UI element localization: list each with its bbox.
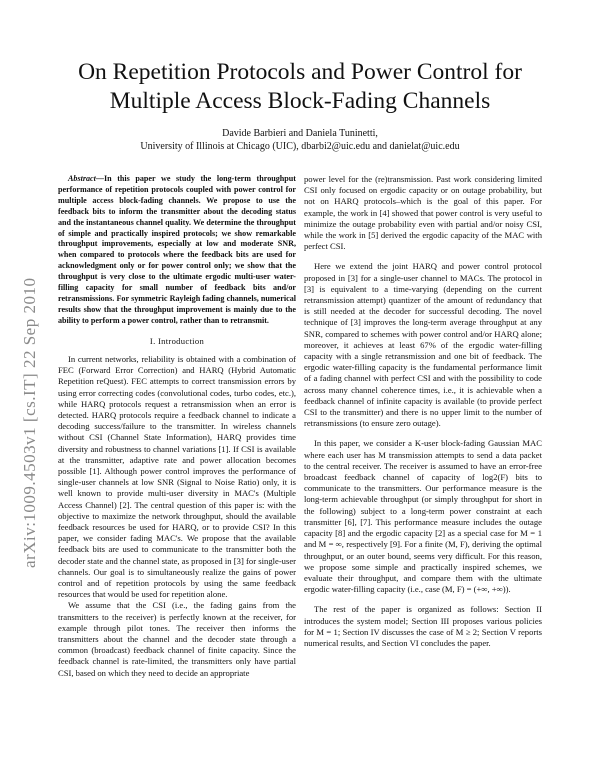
title-line-1: On Repetition Protocols and Power Control for: [78, 59, 522, 85]
section-heading: I. Introduction: [149, 335, 205, 346]
paper-title: [40, 58, 560, 116]
affiliation: University of Illinois at Chicago (UIC), dbarbi2@uic.edu and danielat@uic.edu: [140, 141, 460, 152]
left-column: [58, 174, 296, 679]
abstract-label: Abstract: [68, 174, 96, 183]
author-block: [40, 127, 560, 153]
left-paragraph-2: We assume that the CSI (i.e., the fading gains from the transmitters to the receiver) is perfectly known at the receiver, for example through pilot tones. The receiver then informs the transmitters about the channel and the decoder state through a common (broadcast) feedback channel of finite capacity. Since the feedback channel is rate-limited, the transmitters only have partial CSI, based on which they need to decide an appropriate: [58, 600, 296, 678]
left-paragraph-1: In current networks, reliability is obtained with a combination of FEC (Forward Error Correction) and HARQ (Hybrid Automatic Repetition reQuest). FEC attempts to correct transmission errors by using error correcting codes (convolutional codes, turbo codes, etc.), while HARQ protocols request a retransmission when an error is detected. HARQ protocols require a feedback channel to indicate a decoding success/failure to the transmitter. In wireless channels without CSI (Channel State Information), HARQ provides time diversity and robustness to channel variations [1]. If CSI is available at the transmitter, adaptive rate and power allocation becomes possible [1]. Although power control improves the performance of single-user channels at low SNR (Signal to Noise Ratio) only, it is well known to provide multi-user diversity in MAC's (Multiple Access Channel) [2]. The central question of this paper is: with the objective to maximize the network throughput, should the available feedback resources be used for HARQ, or to provide CSI? In this paper, we consider fading MAC's. We propose that the available feedback bits are used to communicate to the transmitter both the decoder state and the channel state, as proposed in [3] for single-user channels. Our goal is to simultaneously realize the gains of power control and of repetition protocols by using the same feedback resources that would be used for repetition alone.: [58, 353, 296, 600]
right-column: [304, 174, 542, 649]
right-paragraph-2: Here we extend the joint HARQ and power control protocol proposed in [3] for a single-user channel to MACs. The protocol in [3] is equivalent to a time-varying (depending on the current retransmission attempt) quantizer of the amount of redundancy that is still needed at the decoder for successful decoding. The novel technique of [3] improves the long-term average throughput at any SNR, compared to schemes with power control and/or HARQ alone; moreover, it achieves at least 67% of the ergodic water-filling capacity with a single retransmission and one bit of feedback. The ergodic water-filling capacity is the fundamental performance limit of a fading channel with perfect CSI and with the possibility to code across many channel coherence times, i.e., it is achievable when a feedback channel of infinite capacity is available (to provide perfect CSI to the transmitter) and there is no upper limit to the number of retransmissions (to ensure zero outage).: [304, 261, 542, 429]
arxiv-identifier: arXiv:1009.4503v1 [cs.IT] 22 Sep 2010: [20, 277, 39, 568]
abstract: [58, 174, 296, 327]
right-paragraph-1: power level for the (re)transmission. Past work considering limited CSI only focused on ergodic capacity or on outage probability, but not on HARQ protocols–which is the goal of this paper. For example, the work in [4] showed that power control is very useful to minimize the outage probability even with partial and/or noisy CSI, while the work in [5] derived the ergodic capacity of the MAC with perfect CSI.: [304, 174, 542, 252]
author-names: Davide Barbieri and Daniela Tuninetti,: [222, 128, 378, 139]
abstract-text: —In this paper we study the long-term throughput performance of repetition protocols coupled with power control for multiple access block-fading channels. We propose to use the feedback bits to inform the transmitter about the decoding status and the instantaneous channel quality. We determine the throughput of simple and practically inspired protocols; we show remarkable throughput improvements, especially at low and moderate SNR, when compared to protocols where the feedback bits are used for acknowledgment only or for power control only; we show that the throughput is very close to the ultimate ergodic multi-user water-filling capacity for small number of feedback bits and/or retransmissions. For symmetric Rayleigh fading channels, numerical results show that the throughput improvement is mainly due to the ability to perform a power control, rather than to retransmit.: [58, 174, 296, 325]
right-paragraph-4: The rest of the paper is organized as follows: Section II introduces the system model; Section III proposes various policies for M = 1; Section IV discusses the case of M ≥ 2; Section V reports numerical results, and Section VI concludes the paper.: [304, 604, 542, 648]
right-paragraph-3: In this paper, we consider a K-user block-fading Gaussian MAC where each user has M transmission attempts to send a data packet to the central receiver. The receiver is assumed to have an error-free broadcast feedback channel of capacity of log2(F) bits to communicate to the transmitters. Our performance measure is the long-term achievable throughput (or simply throughput for short in the following) subject to a long-term power constraint at each transmitter [6], [7]. This performance measure includes the outage capacity [8] and the ergodic capacity [2] as a special case for M = 1 and M = ∞, respectively [9]. For a finite (M, F), deriving the optimal throughput, or an outer bound, seems very difficult. For this reason, we propose some simple and practically inspired schemes, we evaluate their throughput, and compare them with the ultimate ergodic water-filling capacity (i.e., case (M, F) = (+∞, +∞)).: [304, 438, 542, 595]
title-line-2: Multiple Access Block-Fading Channels: [109, 88, 491, 114]
